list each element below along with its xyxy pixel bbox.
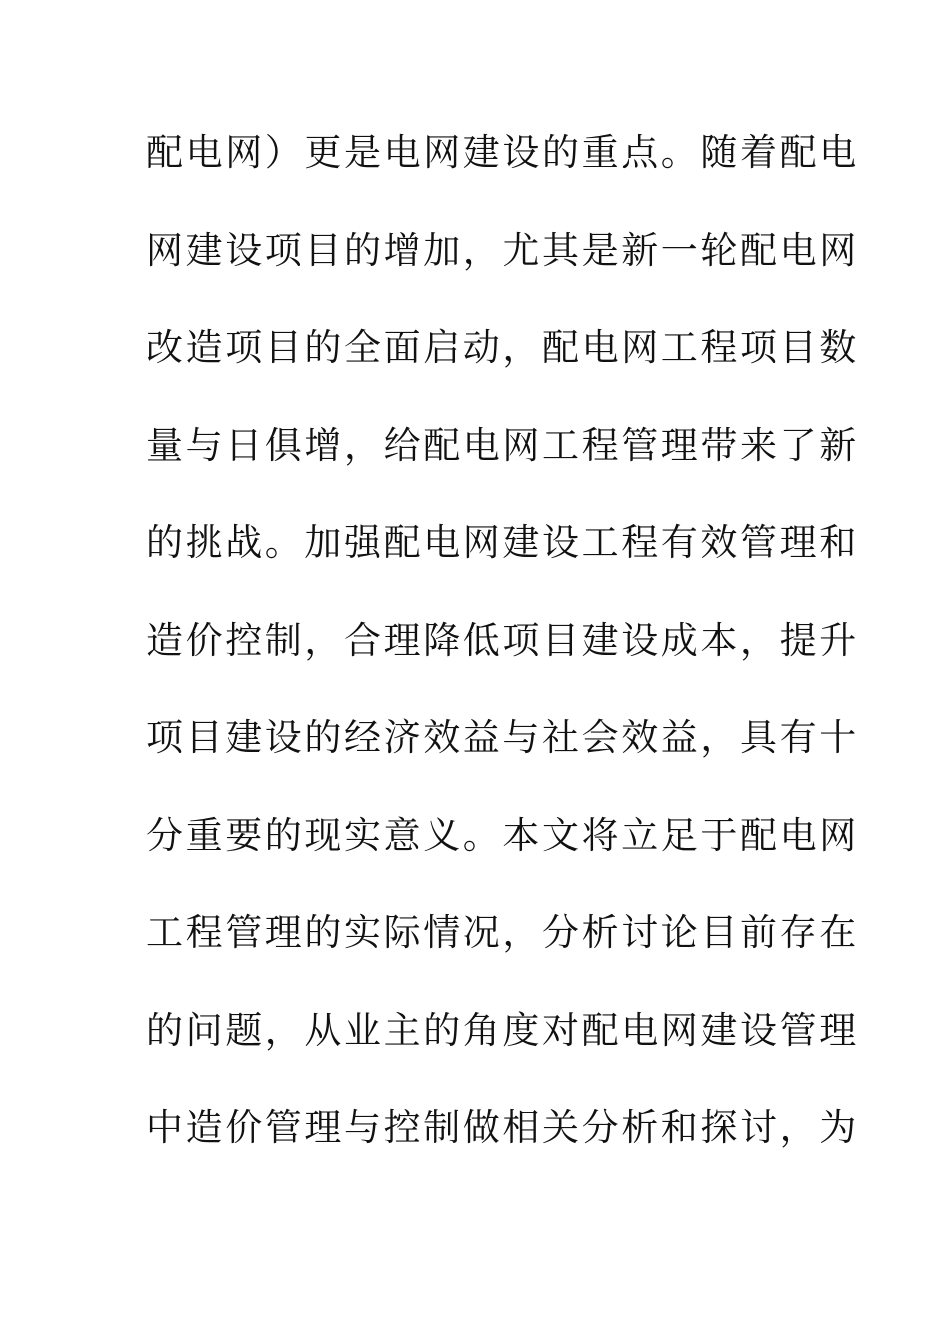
- text-line: 工程管理的实际情况，分析讨论目前存在: [146, 911, 859, 954]
- text-line: 分重要的现实意义。本文将立足于配电网: [146, 813, 859, 857]
- text-line: 中造价管理与控制做相关分析和探讨，为: [146, 1106, 859, 1149]
- text-line: 改造项目的全面启动，配电网工程项目数: [146, 326, 859, 369]
- text-line: 的问题，从业主的角度对配电网建设管理: [146, 1008, 859, 1052]
- text-line: 的挑战。加强配电网建设工程有效管理和: [146, 521, 859, 564]
- text-line: 配电网）更是电网建设的重点。随着配电: [146, 131, 859, 174]
- body-paragraph: [146, 122, 859, 1195]
- text-line: 造价控制，合理降低项目建设成本，提升: [146, 618, 859, 662]
- text-line: 网建设项目的增加，尤其是新一轮配电网: [146, 228, 859, 272]
- text-line: 量与日俱增，给配电网工程管理带来了新: [146, 423, 859, 467]
- text-line: 项目建设的经济效益与社会效益，具有十: [146, 716, 859, 759]
